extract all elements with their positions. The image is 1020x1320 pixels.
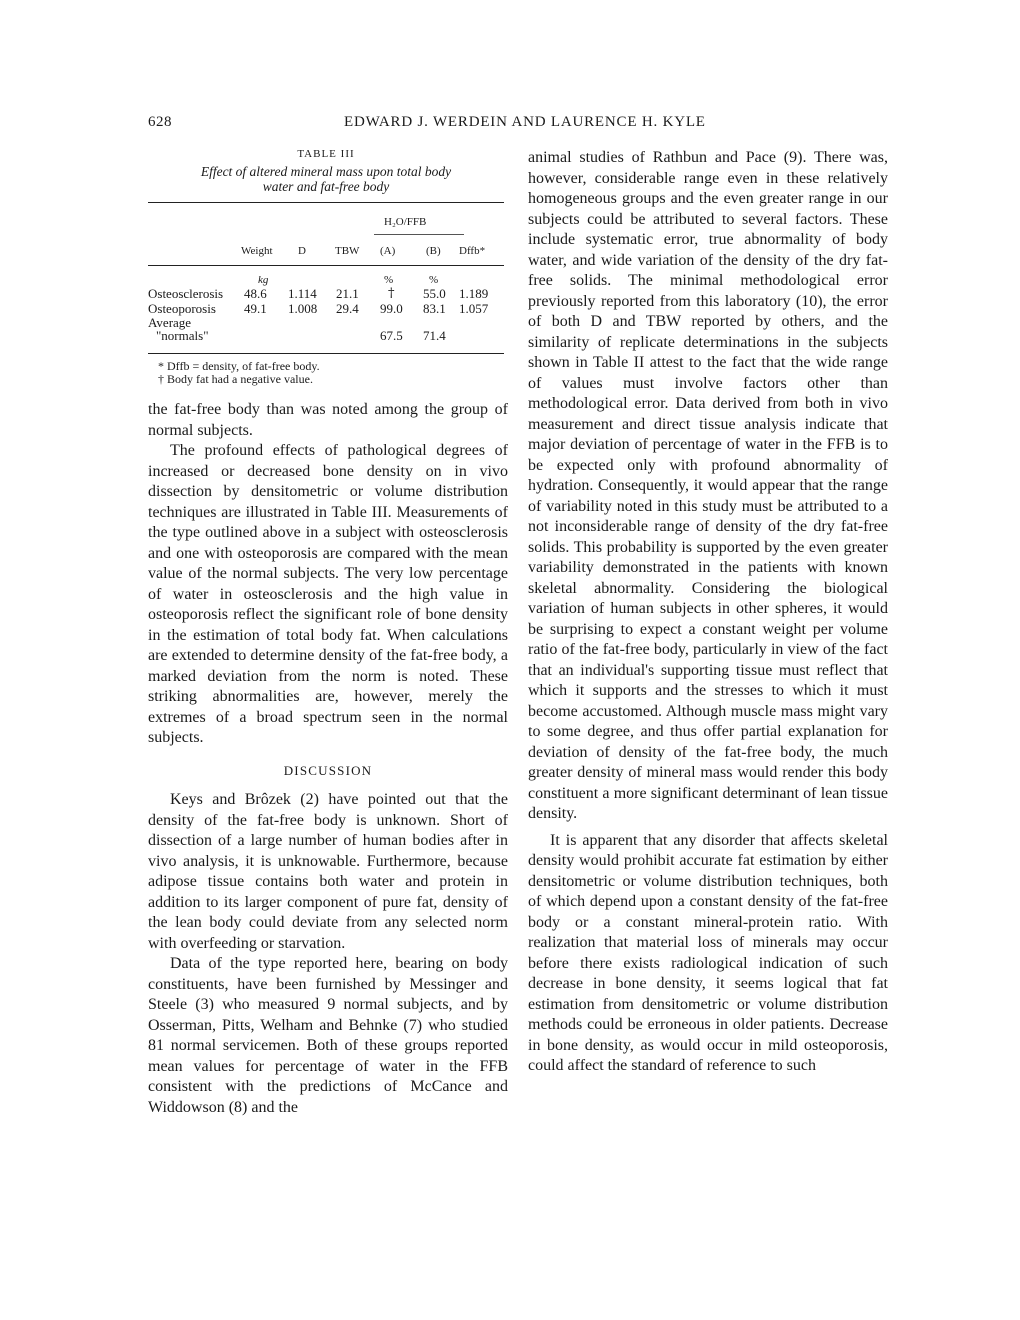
table-title-line-1: Effect of altered mineral mass upon total body bbox=[200, 164, 452, 179]
col-header-a: (A) bbox=[380, 245, 396, 257]
cell: 55.0 bbox=[423, 286, 446, 301]
col-header-tbw: TBW bbox=[335, 245, 360, 257]
paragraph: Keys and Brôzek (2) have pointed out that the density of the fat-free body is unknown. Short of dissection of a large number of human bodies after in vivo analysis, it is unknowable. Furthermore, because adipose tissue contains both water and protein in addition to its larger component of pure fat, density of the lean body could deviate from any selected norm with overfeeding or starvation. bbox=[148, 791, 508, 952]
group-header-rule bbox=[374, 234, 464, 235]
col-header-b: (B) bbox=[426, 245, 441, 257]
table-footnote-density: * Dffb = density, of fat-free body. bbox=[158, 359, 320, 373]
cell: 83.1 bbox=[423, 301, 446, 316]
unit-weight: kg bbox=[258, 274, 269, 286]
cell: 1.114 bbox=[288, 286, 317, 301]
group-header-h2o-ffb: H₂O/FFB bbox=[384, 216, 427, 228]
paragraph: It is apparent that any disorder that affects skeletal density would prohibit accurate fat estimation by either densitometric or volume distribution techniques, both of which depend upon a constant density of the fat-free body or a constant mineral-protein ratio. With realization that material loss of minerals may occur before there exists radiological indication of such decrease in bone density, it seems logical that fat estimation from densitometric or volume distribution methods could be erroneous in older patients. Decrease in bone density, as would occur in mild osteoporosis, could affect the standard of reference to such bbox=[528, 831, 888, 1074]
row-label-normals: "normals" bbox=[156, 328, 209, 343]
running-header-authors: EDWARD J. WERDEIN AND LAURENCE H. KYLE bbox=[344, 114, 706, 130]
col-header-dffb: Dffb* bbox=[459, 245, 486, 257]
header-rule bbox=[148, 265, 504, 266]
paragraph: The profound effects of pathological degrees of increased or decreased bone density on in vivo dissection by densitometric or volume distribution techniques are illustrated in Table III. Measurements of the type outlined above in a subject with osteosclerosis and one with osteoporosis are compared with the mean value of the normal subjects. The very low percentage of water in osteosclerosis and the high value in osteoporosis reflect the significant role of bone density in the estimation of total body fat. When calculations are extended to determine density of the fat-free body, a marked deviation from the norm is noted. These striking abnormalities are, however, merely the extremes of a broad spectrum seen in the normal subjects. bbox=[148, 442, 508, 746]
row-label-osteosclerosis: Osteosclerosis bbox=[148, 286, 224, 301]
table-label: TABLE III bbox=[297, 148, 355, 160]
cell: 1.057 bbox=[459, 301, 489, 316]
cell: 48.6 bbox=[244, 286, 267, 301]
table-title-line-2: water and fat-free body bbox=[262, 179, 390, 194]
col-header-weight: Weight bbox=[241, 245, 273, 257]
unit-b: % bbox=[429, 274, 439, 286]
cell: 71.4 bbox=[423, 328, 446, 343]
right-column-text bbox=[528, 148, 888, 1077]
cell: 29.4 bbox=[336, 301, 359, 316]
row-label-average: Average bbox=[148, 315, 192, 330]
cell: 99.0 bbox=[380, 301, 403, 316]
paragraph: the fat-free body than was noted among the group of normal subjects. bbox=[148, 401, 508, 439]
table-title bbox=[148, 164, 504, 194]
table-footnote-negative-fat: † Body fat had a negative value. bbox=[158, 372, 313, 386]
paragraph: animal studies of Rathbun and Pace (9). There was, however, considerable range even in these relatively homogeneous groups and the even greater range in our subjects could be attributed to several factors. These include systematic error, true abnormality of body water, and wide variation of the density of the dry fat-free solids. The minimal methodological error previously reported from this laboratory (10), the error of both D and TBW reported by others, and the similarity of replicate determinations in the subjects shown in Table II attest to the fact that the wide range of values must involve factors other than methodological error. Data derived from both in vivo measurement and direct tissue analysis indicate that major deviation of percentage of water in the FFB is to be expected only with profound abnormality of hydration. Consequently, it would appear that the range of variability noted in this study must be attributed to a not inconsiderable range of density of the dry fat-free solids. This probability is supported by the even greater variability demonstrated in the patients with known skeletal abnormality. Considering the biological variation of human subjects in other spheres, it would be surprising to expect a constant weight per volume ratio of the fat-free body, particularly in view of the fact that an individual's supporting tissue must reflect that which it supports and the stresses to which it must become accustomed. Although muscle mass might vary to some degree, and thus offer partial explanation for deviation of density of the fat-free body, the much greater density of mineral mass would render this body constituent a more significant determinant of lean tissue density. bbox=[528, 149, 888, 822]
cell: † bbox=[388, 286, 395, 301]
left-column-text bbox=[148, 400, 508, 1118]
row-label-osteoporosis: Osteoporosis bbox=[148, 301, 216, 316]
page-number: 628 bbox=[148, 114, 172, 130]
cell: 49.1 bbox=[244, 301, 267, 316]
section-heading-discussion: DISCUSSION bbox=[283, 762, 373, 778]
cell: 1.008 bbox=[288, 301, 318, 316]
unit-a: % bbox=[384, 274, 394, 286]
col-header-d: D bbox=[298, 245, 306, 257]
cell: 21.1 bbox=[336, 286, 359, 301]
cell: 67.5 bbox=[380, 328, 403, 343]
table-body bbox=[148, 203, 504, 351]
table-iii bbox=[148, 148, 504, 386]
cell: 1.189 bbox=[459, 286, 489, 301]
paragraph: Data of the type reported here, bearing on body constituents, have been furnished by Messinger and Steele (3) who measured 9 normal subjects, and by Osserman, Pitts, Welham and Behnke (7) who studied 81 normal servicemen. Both of these groups reported mean values for percentage of water in the FFB consistent with the predictions of McCance and Widdowson (8) and the bbox=[148, 955, 508, 1116]
